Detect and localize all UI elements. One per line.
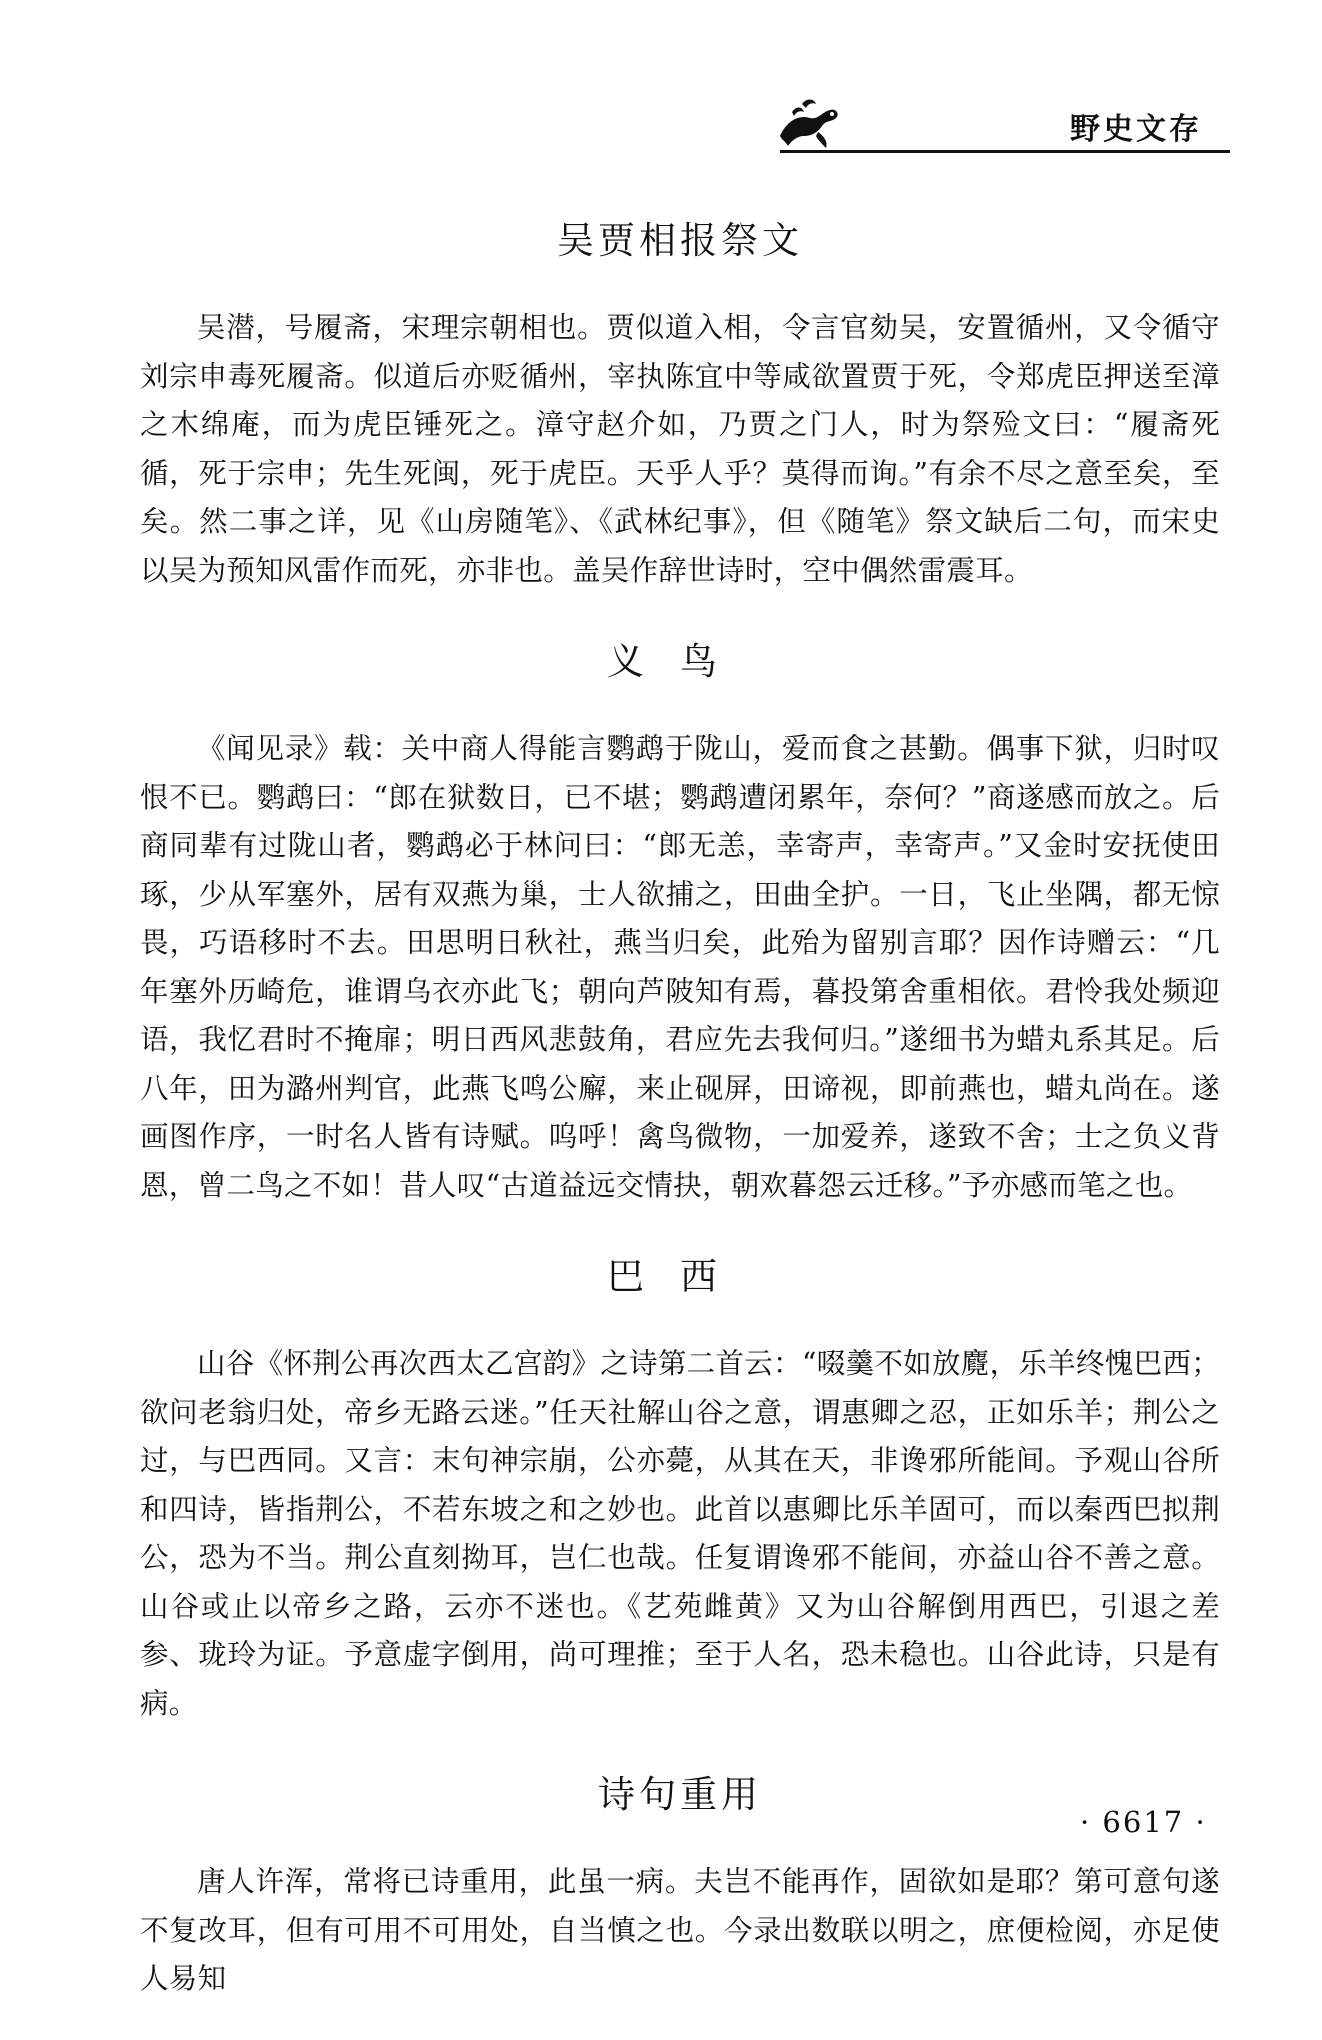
section-title: 诗句重用 (598, 1773, 762, 1816)
section-paragraph: 吴潜，号履斋，宋理宗朝相也。贾似道入相，令言官劾吴，安置循州，又令循守刘宗申毒死履斋。似道后亦贬循州，宰执陈宜中等咸欲置贾于死，令郑虎臣押送至漳之木绵庵，而为虎臣锤死之。漳守赵介如，乃贾之门人，时为祭殓文曰：“履斋死循，死于宗申；先生死闽，死于虎臣。天乎人乎？莫得而询。”有余不尽之意至矣，至矣。然二事之详，见《山房随笔》、《武林纪事》，但《随笔》祭文缺后二句，而宋史以吴为预知风雷作而死，亦非也。盖吴作辞世诗时，空中偶然雷震耳。 (140, 311, 1220, 587)
section-paragraph: 唐人许浑，常将已诗重用，此虽一病。夫岂不能再作，固欲如是耶？第可意句遂不复改耳，但有可用不可用处，自当慎之也。今录出数联以明之，庶便检阅，亦足使人易知 (140, 1865, 1220, 1995)
section-paragraph: 《闻见录》载：关中商人得能言鹦鹉于陇山，爱而食之甚勤。偶事下狱，归时叹恨不已。鹦鹉曰：“郎在狱数日，已不堪；鹦鹉遭闭累年，奈何？”商遂感而放之。后商同辈有过陇山者，鹦鹉必于林问曰：“郎无恙，幸寄声，幸寄声。”又金时安抚使田琢，少从军塞外，居有双燕为巢，士人欲捕之，田曲全护。一日，飞止坐隅，都无惊畏，巧语移时不去。田思明日秋社，燕当归矣，此殆为留别言耶？因作诗赠云：“几年塞外历崎危，谁谓乌衣亦此飞；朝向芦陂知有焉，暮投第舍重相依。君怜我处频迎语，我忆君时不掩扉；明日西风悲鼓角，君应先去我何归。”遂细书为蜡丸系其足。后八年，田为潞州判官，此燕飞鸣公廨，来止砚屏，田谛视，即前燕也，蜡丸尚在。遂画图作序，一时名人皆有诗赋。呜呼！禽鸟微物，一加爱养，遂致不舍；士之负义背恩，曾二鸟之不如！昔人叹“古道益远交情抉，朝欢暮怨云迁移。”予亦感而笔之也。 (140, 732, 1220, 1202)
page-content (140, 210, 1220, 2040)
page-number: · 6617 · (1080, 1805, 1207, 1839)
section-title: 义鸟 (607, 640, 753, 683)
section-title: 吴贾相报祭文 (557, 219, 803, 262)
header-divider (780, 150, 1230, 153)
page-header (0, 0, 1322, 170)
section-paragraph: 山谷《怀荆公再次西太乙宫韵》之诗第二首云：“啜羹不如放麑，乐羊终愧巴西；欲问老翁归处，帝乡无路云迷。”任天社解山谷之意，谓惠卿之忍，正如乐羊；荆公之过，与巴西同。又言：末句神宗崩，公亦薨，从其在天，非谗邪所能间。予观山谷所和四诗，皆指荆公，不若东坡之和之妙也。此首以惠卿比乐羊固可，而以秦西巴拟荆公，恐为不当。荆公直刻拗耳，岂仁也哉。任复谓谗邪不能间，亦益山谷不善之意。山谷或止以帝乡之路，云亦不迷也。《艺苑雌黄》又为山谷解倒用西巴，引退之差参、珑玲为证。予意虚字倒用，尚可理推；至于人名，恐未稳也。山谷此诗，只是有病。 (140, 1347, 1220, 1720)
section-title: 巴西 (607, 1255, 753, 1298)
dragon-emblem-icon (772, 92, 844, 152)
series-title: 野史文存 (1070, 112, 1202, 147)
